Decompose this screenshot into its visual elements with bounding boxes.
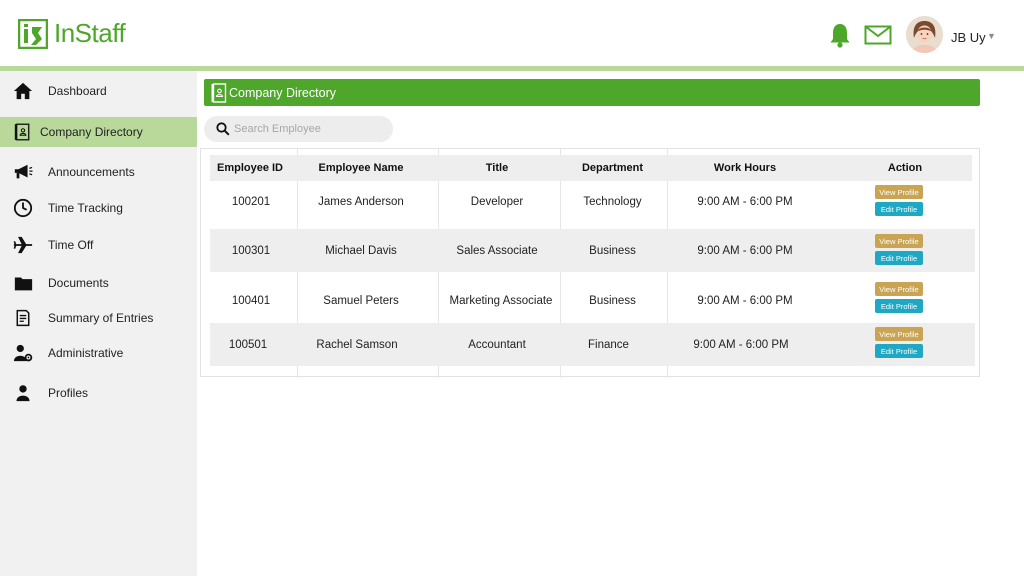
column-header-title: Title [485,162,509,174]
main-content [197,71,1024,576]
cell-employee-id: 100401 [231,294,271,307]
caret-down-icon[interactable]: ▼ [987,31,996,41]
column-header-employee-name: Employee Name [318,162,404,174]
cell-title: Developer [470,195,524,208]
edit-profile-button[interactable]: Edit Profile [875,344,923,358]
cell-employee-name: Samuel Peters [323,294,399,307]
cell-employee-id: 100501 [228,338,268,351]
sidebar-item-announcements[interactable] [0,157,197,187]
sidebar-item-label: Profiles [48,386,89,400]
cell-department: Finance [588,338,629,351]
search-bar[interactable] [204,116,393,142]
edit-profile-button[interactable]: Edit Profile [875,251,923,265]
user-name[interactable]: JB Uy [951,30,986,45]
table-row [210,180,975,223]
column-header-employee-id: Employee ID [216,162,284,174]
top-bar [0,0,1024,66]
cell-title: Sales Associate [456,244,538,257]
folder-icon [12,272,34,294]
admin-user-icon [12,342,34,364]
sidebar-item-company-directory[interactable] [0,117,197,147]
logo-icon [18,19,48,49]
sidebar-item-summary-of-entries[interactable] [0,303,197,333]
person-icon [12,382,34,404]
document-icon [12,307,34,329]
sidebar-item-label: Administrative [48,346,124,360]
cell-work-hours: 9:00 AM - 6:00 PM [697,244,793,257]
airplane-icon [12,234,34,256]
cell-employee-name: Rachel Samson [316,338,398,351]
search-input[interactable] [234,123,384,135]
sidebar-item-label: Time Tracking [48,201,123,215]
sidebar-item-time-tracking[interactable] [0,193,197,223]
cell-department: Technology [583,195,642,208]
table-row [210,279,975,322]
table-row [210,229,975,272]
directory-icon [211,83,227,103]
app-logo[interactable] [18,18,125,49]
edit-profile-button[interactable]: Edit Profile [875,299,923,313]
sidebar-item-documents[interactable] [0,268,197,298]
row-actions [874,327,924,358]
view-profile-button[interactable]: View Profile [875,185,923,199]
edit-profile-button[interactable]: Edit Profile [875,202,923,216]
user-avatar-icon [906,16,943,53]
cell-employee-name: James Anderson [318,195,404,208]
row-actions [874,185,924,216]
app-name: InStaff [54,18,126,48]
cell-department: Business [589,244,636,257]
sidebar-item-dashboard[interactable] [0,76,197,106]
sidebar-item-label: Documents [48,276,109,290]
view-profile-button[interactable]: View Profile [875,282,923,296]
employee-table [200,148,980,377]
column-header-action: Action [887,162,923,174]
cell-title: Accountant [468,338,526,351]
sidebar [0,71,197,576]
directory-icon [12,121,34,143]
sidebar-item-label: Company Directory [40,125,143,139]
bell-icon[interactable] [829,22,851,48]
megaphone-icon [12,161,34,183]
cell-title: Marketing Associate [449,294,553,307]
sidebar-item-label: Time Off [48,238,94,252]
view-profile-button[interactable]: View Profile [875,234,923,248]
sidebar-item-label: Summary of Entries [48,311,154,325]
search-icon [216,122,230,136]
cell-department: Business [589,294,636,307]
sidebar-item-administrative[interactable] [0,338,197,368]
sidebar-item-label: Announcements [48,165,135,179]
section-header [204,79,980,106]
table-header [210,155,972,181]
mail-icon[interactable] [864,25,892,45]
page-title: Company Directory [229,85,336,100]
avatar[interactable] [906,16,943,53]
column-header-work-hours: Work Hours [713,162,777,174]
view-profile-button[interactable]: View Profile [875,327,923,341]
table-row [210,323,975,366]
row-actions [874,234,924,265]
cell-employee-id: 100301 [231,244,271,257]
cell-work-hours: 9:00 AM - 6:00 PM [693,338,789,351]
cell-employee-id: 100201 [231,195,271,208]
sidebar-item-label: Dashboard [48,84,107,98]
sidebar-item-time-off[interactable] [0,230,197,260]
cell-employee-name: Michael Davis [325,244,397,257]
cell-work-hours: 9:00 AM - 6:00 PM [697,195,793,208]
row-actions [874,282,924,313]
column-header-department: Department [581,162,644,174]
home-icon [12,80,34,102]
clock-icon [12,197,34,219]
sidebar-item-profiles[interactable] [0,378,197,408]
cell-work-hours: 9:00 AM - 6:00 PM [697,294,793,307]
